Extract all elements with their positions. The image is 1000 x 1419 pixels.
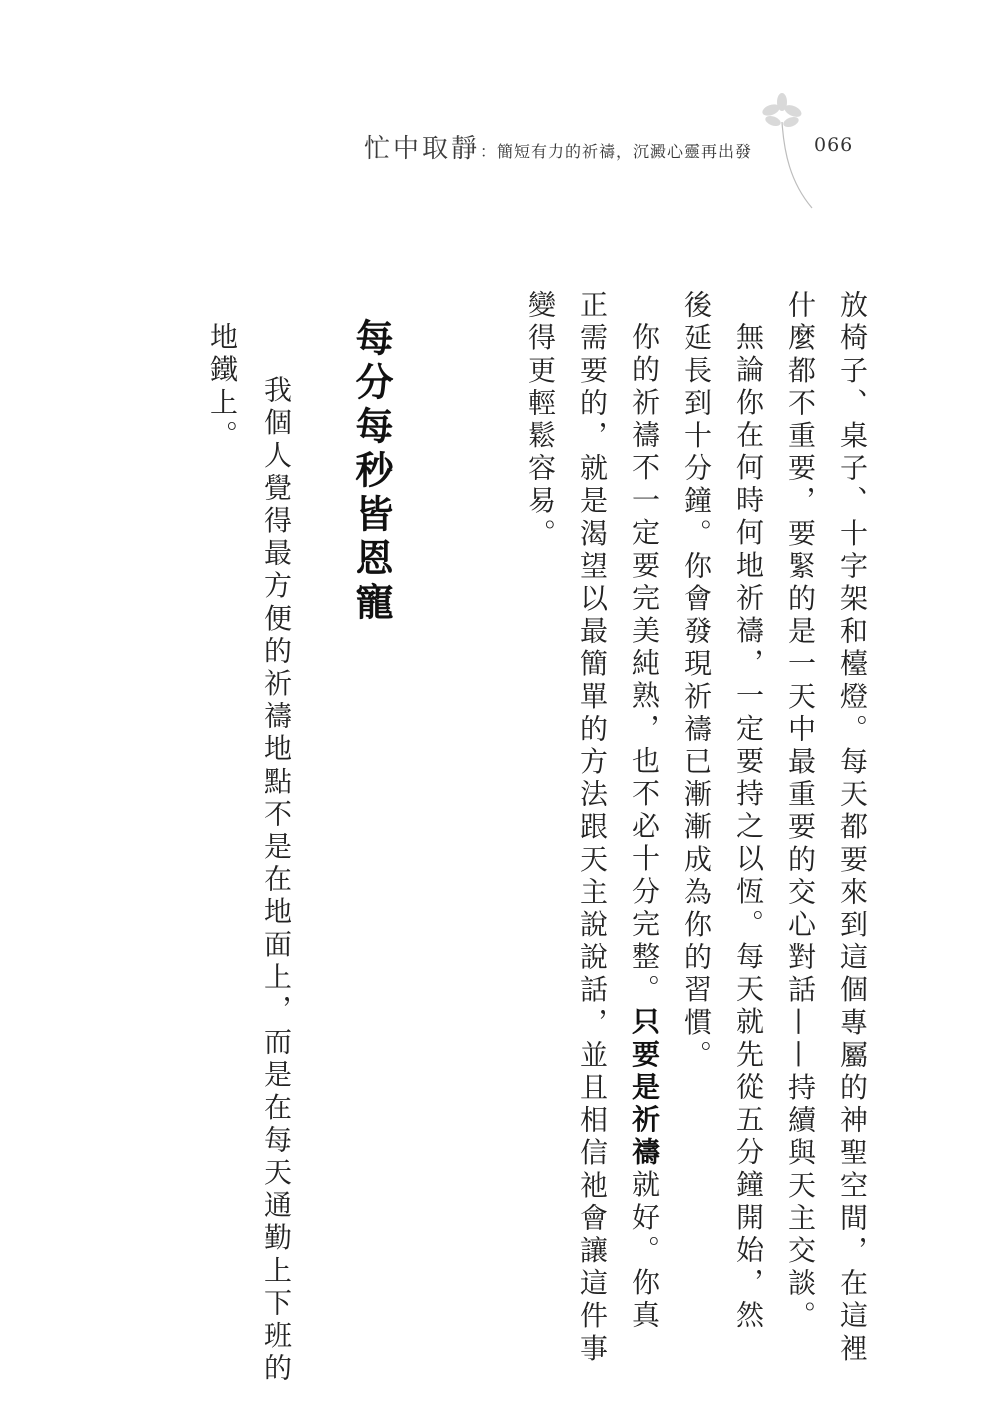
body-column-6: 正需要的，就是渴望以最簡單的方法跟天主說說話，並且相信祂會讓這件事 — [576, 290, 609, 1366]
flower-ornament-icon — [758, 92, 820, 212]
bold-emphasis: 只要是祈禱 — [628, 1006, 661, 1170]
body-column-5 — [628, 322, 661, 1333]
running-header — [364, 128, 752, 168]
section-heading: 每分每秒皆恩寵 — [349, 318, 393, 626]
body-column-7: 變得更輕鬆容易。 — [524, 290, 557, 551]
body-column-2: 什麼都不重要，要緊的是一天中最重要的交心對話——持續與天主交談。 — [784, 290, 817, 1334]
body-column-1: 放椅子、桌子、十字架和檯燈。每天都要來到這個專屬的神聖空間，在這裡 — [836, 290, 869, 1366]
body-column-9: 地鐵上。 — [206, 322, 239, 453]
body-column-4: 後延長到十分鐘。你會發現祈禱已漸漸成為你的習慣。 — [680, 290, 713, 1073]
page-number: 066 — [814, 134, 854, 156]
book-title: 忙中取靜 — [364, 134, 481, 164]
book-subtitle: ：簡短有力的祈禱，沉澱心靈再出發 — [480, 142, 753, 161]
body-column-8: 我個人覺得最方便的祈禱地點不是在地面上，而是在每天通勤上下班的 — [260, 375, 293, 1386]
body-column-5-end: 就好。你真 — [628, 1169, 661, 1333]
body-column-3: 無論你在何時何地祈禱，一定要持之以恆。每天就先從五分鐘開始，然 — [732, 322, 765, 1333]
body-column-5-text: 你的祈禱不一定要完美純熟，也不必十分完整。 — [628, 322, 661, 1007]
